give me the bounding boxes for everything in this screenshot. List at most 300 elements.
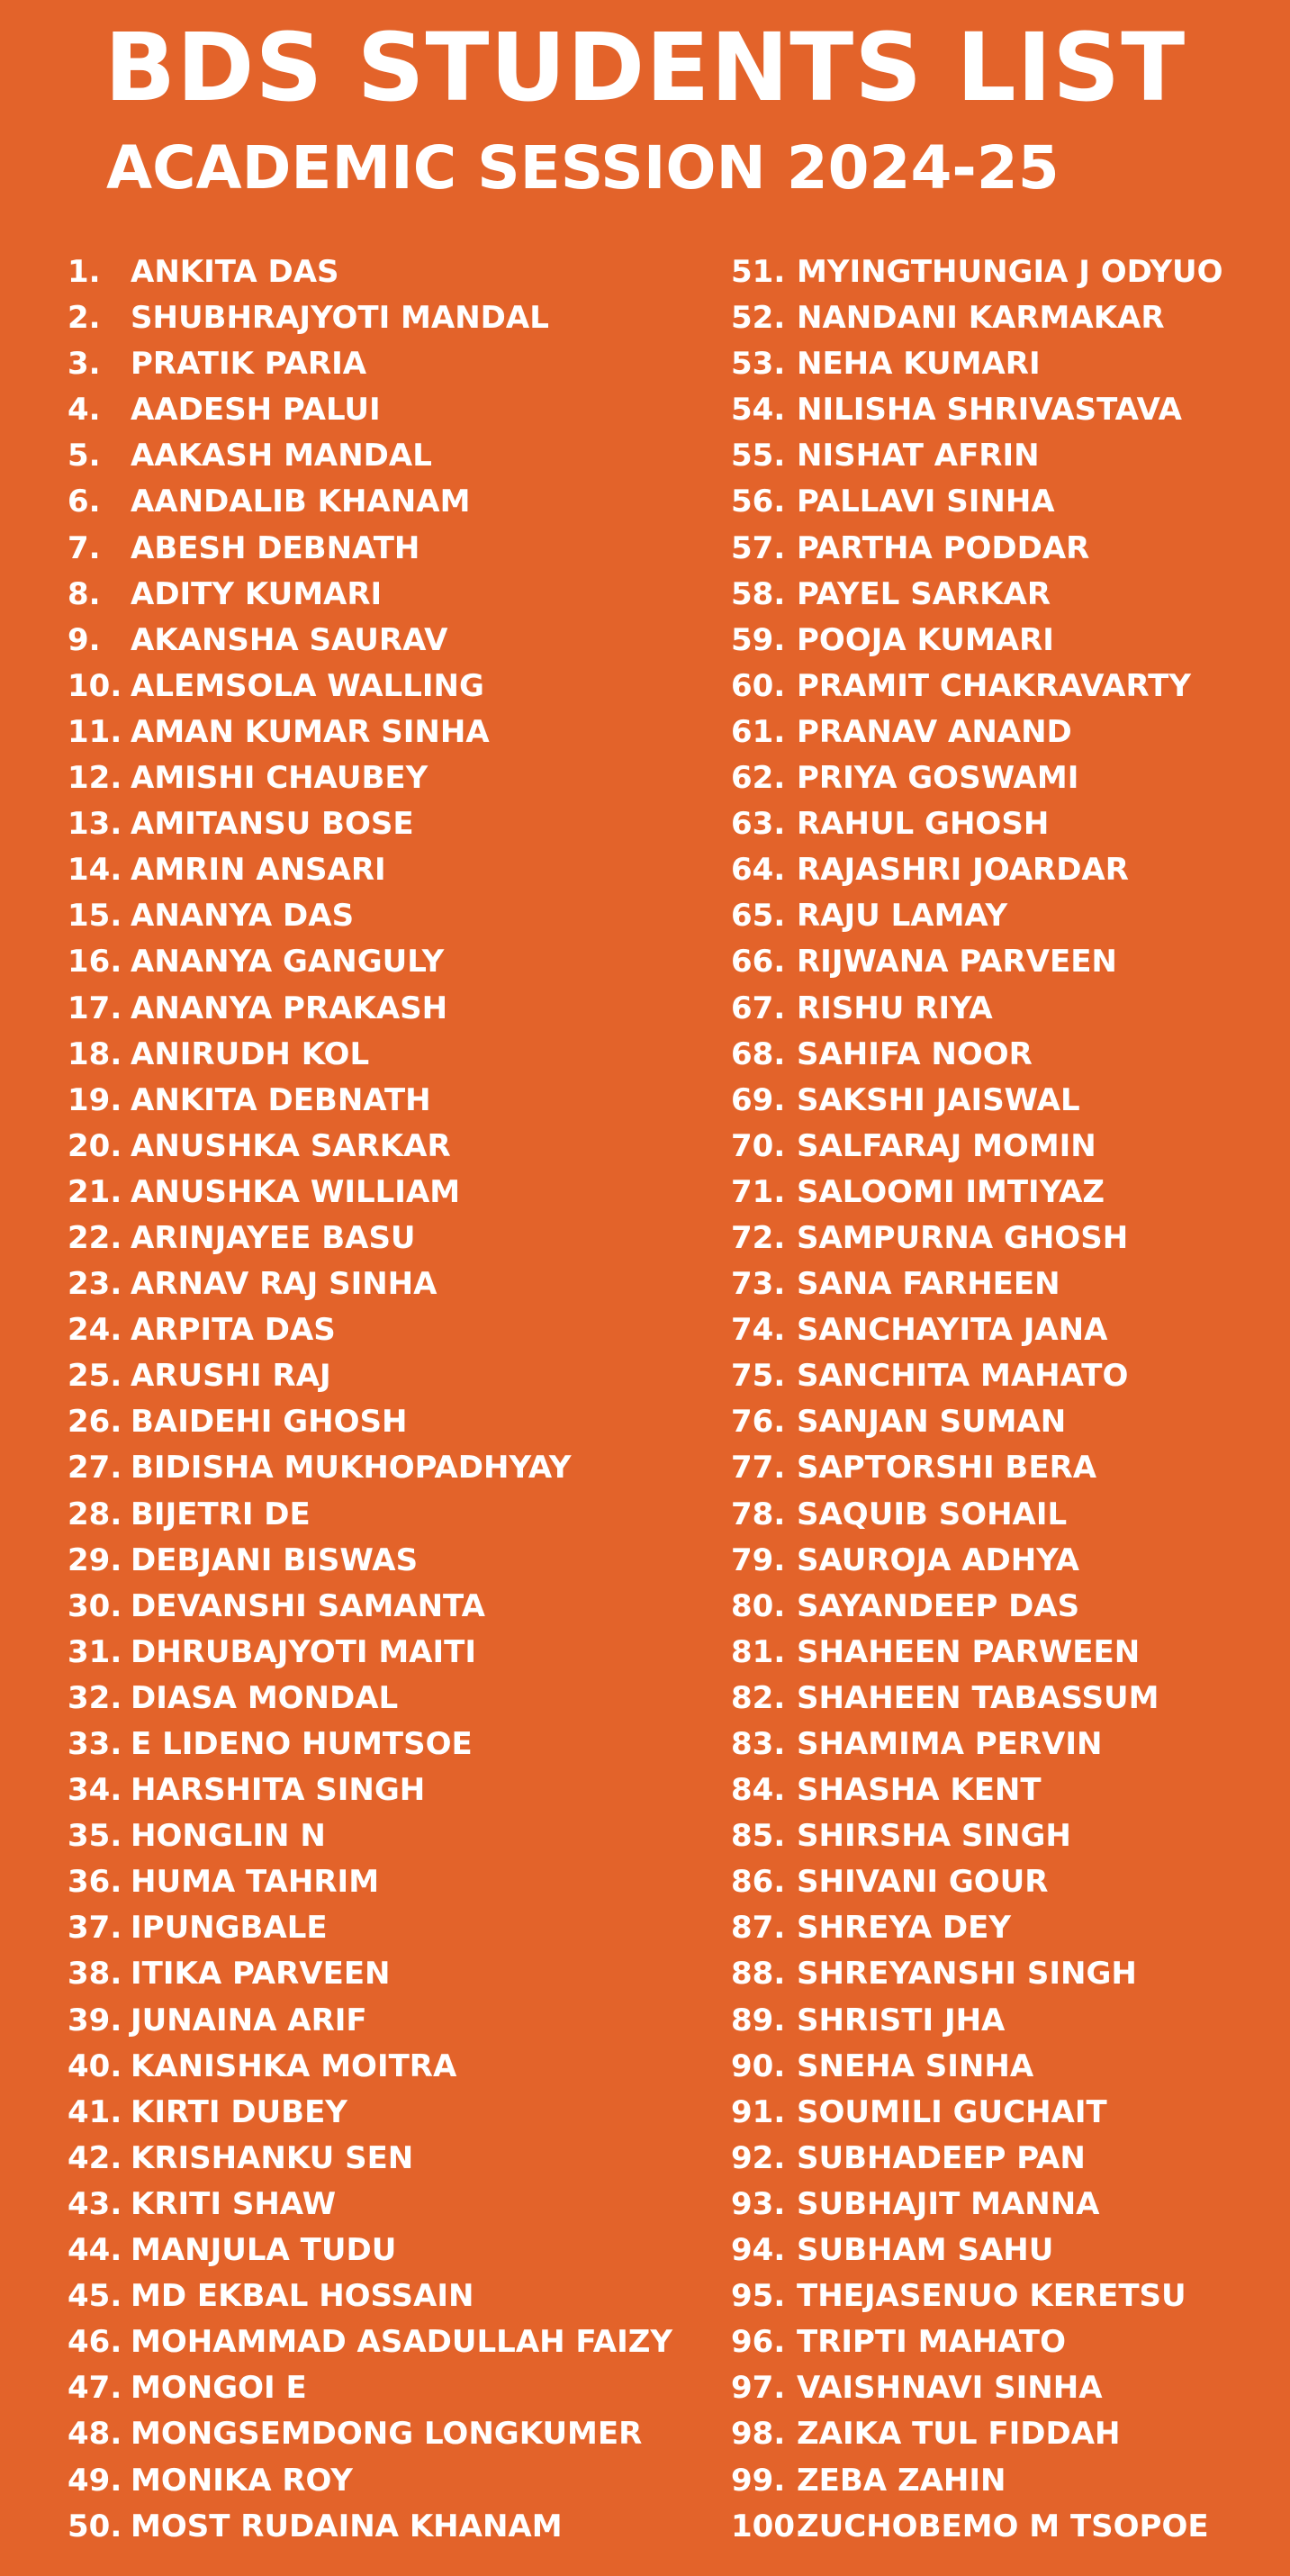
student-number: 84. [731, 1772, 786, 1809]
student-name: SANCHITA MAHATO [797, 1358, 1129, 1395]
list-item [731, 1032, 1223, 1078]
student-name: TRIPTI MAHATO [797, 2324, 1066, 2361]
student-name: SAQUIB SOHAIL [797, 1496, 1068, 1532]
student-name: VAISHNAVI SINHA [797, 2370, 1103, 2407]
list-item [731, 1261, 1223, 1307]
student-number: 34. [68, 1772, 122, 1809]
student-number: 53. [731, 346, 786, 383]
student-number: 66. [731, 944, 786, 981]
list-item [731, 1307, 1223, 1353]
student-name: POOJA KUMARI [797, 621, 1054, 658]
list-item [68, 1216, 672, 1261]
list-item [731, 249, 1223, 295]
student-name: MYINGTHUNGIA J ODYUO [797, 254, 1223, 290]
student-number: 93. [731, 2185, 786, 2222]
student-number: 33. [68, 1726, 122, 1762]
list-item [68, 1859, 672, 1905]
student-number: 68. [731, 1035, 786, 1072]
student-name: SHREYANSHI SINGH [797, 1956, 1137, 1993]
student-number: 74. [731, 1312, 786, 1349]
student-number: 5. [68, 438, 101, 475]
student-number: 28. [68, 1496, 122, 1532]
student-name: HONGLIN N [131, 1818, 326, 1855]
student-number: 43. [68, 2185, 122, 2222]
student-name: BIJETRI DE [131, 1496, 311, 1532]
student-number: 59. [731, 621, 786, 658]
student-number: 63. [731, 806, 786, 843]
student-name: ANIRUDH KOL [131, 1035, 370, 1072]
student-number: 41. [68, 2093, 122, 2130]
student-number: 71. [731, 1173, 786, 1210]
list-item [731, 893, 1223, 939]
student-name: KRITI SHAW [131, 2185, 337, 2222]
student-name: RAHUL GHOSH [797, 806, 1050, 843]
student-number: 88. [731, 1956, 786, 1993]
list-item [68, 664, 672, 710]
student-number: 37. [68, 1910, 122, 1947]
list-item [731, 618, 1223, 664]
student-number: 54. [731, 392, 786, 429]
student-name: ANUSHKA WILLIAM [131, 1173, 461, 1210]
student-name: SHASHA KENT [797, 1772, 1042, 1809]
student-name: E LIDENO HUMTSOE [131, 1726, 473, 1762]
list-item [731, 1124, 1223, 1170]
student-number: 81. [731, 1633, 786, 1670]
student-number: 7. [68, 529, 101, 566]
student-number: 92. [731, 2139, 786, 2176]
list-item [731, 387, 1223, 433]
student-number: 58. [731, 575, 786, 612]
student-name: PRAMIT CHAKRAVARTY [797, 667, 1191, 704]
list-item [68, 572, 672, 618]
student-number: 79. [731, 1541, 786, 1578]
page-subtitle: ACADEMIC SESSION 2024-25 [106, 133, 1060, 203]
list-item [68, 2182, 672, 2228]
student-name: THEJASENUO KERETSU [797, 2278, 1186, 2315]
student-name: SAMPURNA GHOSH [797, 1219, 1129, 1256]
student-number: 85. [731, 1818, 786, 1855]
student-name: AMITANSU BOSE [131, 806, 414, 843]
student-name: SAUROJA ADHYA [797, 1541, 1079, 1578]
student-number: 64. [731, 852, 786, 889]
student-number: 13. [68, 806, 122, 843]
list-item [731, 433, 1223, 479]
student-name: SHRISTI JHA [797, 2002, 1006, 2038]
student-name: RISHU RIYA [797, 990, 993, 1026]
list-item [731, 1813, 1223, 1859]
student-name: MD EKBAL HOSSAIN [131, 2278, 474, 2315]
student-number: 11. [68, 713, 122, 750]
list-item [68, 1905, 672, 1951]
student-number: 76. [731, 1404, 786, 1441]
student-number: 47. [68, 2370, 122, 2407]
student-number: 70. [731, 1127, 786, 1164]
student-number: 8. [68, 575, 101, 612]
student-number: 29. [68, 1541, 122, 1578]
student-name: ANUSHKA SARKAR [131, 1127, 451, 1164]
student-name: AANDALIB KHANAM [131, 484, 471, 520]
student-name: ANKITA DEBNATH [131, 1081, 431, 1118]
list-item [68, 2273, 672, 2319]
student-name: ITIKA PARVEEN [131, 1956, 391, 1993]
student-name: AAKASH MANDAL [131, 438, 432, 475]
list-item [731, 664, 1223, 710]
list-item [731, 1676, 1223, 1722]
student-number: 19. [68, 1081, 122, 1118]
student-number: 14. [68, 852, 122, 889]
student-number: 73. [731, 1266, 786, 1303]
list-item [68, 1584, 672, 1630]
list-item [68, 249, 672, 295]
list-item [68, 341, 672, 387]
student-number: 50. [68, 2508, 122, 2544]
list-item [731, 1905, 1223, 1951]
student-number: 4. [68, 392, 101, 429]
student-number: 31. [68, 1633, 122, 1670]
student-list-right-column [731, 249, 1223, 2550]
student-number: 22. [68, 1219, 122, 1256]
list-item [731, 1353, 1223, 1399]
student-number: 80. [731, 1587, 786, 1624]
student-name: AADESH PALUI [131, 392, 381, 429]
list-item [68, 1399, 672, 1445]
list-item [731, 1538, 1223, 1584]
student-number: 61. [731, 713, 786, 750]
student-name: PRIYA GOSWAMI [797, 760, 1079, 797]
list-item [68, 1722, 672, 1767]
student-number: 90. [731, 2047, 786, 2084]
student-name: SHUBHRAJYOTI MANDAL [131, 300, 549, 337]
student-name: AKANSHA SAURAV [131, 621, 448, 658]
student-name: AMISHI CHAUBEY [131, 760, 428, 797]
student-name: ZAIKA TUL FIDDAH [797, 2416, 1121, 2453]
student-number: 49. [68, 2462, 122, 2499]
student-name: PRANAV ANAND [797, 713, 1072, 750]
student-number: 40. [68, 2047, 122, 2084]
student-number: 75. [731, 1358, 786, 1395]
student-name: SAYANDEEP DAS [797, 1587, 1080, 1624]
list-item [68, 893, 672, 939]
list-item [68, 387, 672, 433]
student-name: ADITY KUMARI [131, 575, 383, 612]
student-number: 89. [731, 2002, 786, 2038]
student-number: 36. [68, 1864, 122, 1901]
student-name: RIJWANA PARVEEN [797, 944, 1117, 981]
student-name: SOUMILI GUCHAIT [797, 2093, 1107, 2130]
list-item [68, 1170, 672, 1216]
student-name: ARNAV RAJ SINHA [131, 1266, 438, 1303]
list-item [731, 1722, 1223, 1767]
student-number: 45. [68, 2278, 122, 2315]
student-name: DHRUBAJYOTI MAITI [131, 1633, 476, 1670]
list-item [68, 2044, 672, 2090]
student-name: AMRIN ANSARI [131, 852, 386, 889]
student-number: 38. [68, 1956, 122, 1993]
student-name: ANANYA PRAKASH [131, 990, 448, 1026]
list-item [68, 986, 672, 1032]
student-name: SAKSHI JAISWAL [797, 1081, 1080, 1118]
student-name: ZEBA ZAHIN [797, 2462, 1006, 2499]
student-list-left-column [68, 249, 672, 2550]
list-item [68, 2365, 672, 2411]
student-number: 60. [731, 667, 786, 704]
student-number: 82. [731, 1679, 786, 1716]
list-item [68, 1538, 672, 1584]
student-number: 25. [68, 1358, 122, 1395]
list-item [68, 801, 672, 847]
student-number: 2. [68, 300, 101, 337]
student-name: SHAHEEN PARWEEN [797, 1633, 1141, 1670]
list-item [68, 1951, 672, 1997]
student-name: IPUNGBALE [131, 1910, 328, 1947]
list-item [68, 2458, 672, 2504]
student-number: 62. [731, 760, 786, 797]
list-item [731, 572, 1223, 618]
student-name: MOHAMMAD ASADULLAH FAIZY [131, 2324, 672, 2361]
student-name: ARPITA DAS [131, 1312, 336, 1349]
list-item [731, 341, 1223, 387]
list-item [68, 2411, 672, 2457]
student-number: 6. [68, 484, 101, 520]
list-item [731, 1216, 1223, 1261]
student-name: SAHIFA NOOR [797, 1035, 1033, 1072]
student-name: ANKITA DAS [131, 254, 339, 290]
list-item [731, 1951, 1223, 1997]
student-name: ABESH DEBNATH [131, 529, 420, 566]
student-name: NEHA KUMARI [797, 346, 1041, 383]
student-number: 9. [68, 621, 101, 658]
student-name: SANA FARHEEN [797, 1266, 1060, 1303]
student-number: 42. [68, 2139, 122, 2176]
list-item [731, 1078, 1223, 1124]
list-item [68, 710, 672, 755]
student-name: KRISHANKU SEN [131, 2139, 414, 2176]
list-item [68, 1998, 672, 2044]
student-number: 77. [731, 1450, 786, 1487]
student-name: SHREYA DEY [797, 1910, 1011, 1947]
student-number: 52. [731, 300, 786, 337]
page-title: BDS STUDENTS LIST [104, 13, 1186, 122]
student-name: SALFARAJ MOMIN [797, 1127, 1096, 1164]
student-number: 95. [731, 2278, 786, 2315]
list-item [68, 1078, 672, 1124]
student-name: BAIDEHI GHOSH [131, 1404, 408, 1441]
student-name: PALLAVI SINHA [797, 484, 1055, 520]
student-name: ANANYA GANGULY [131, 944, 445, 981]
student-number: 99. [731, 2462, 786, 2499]
student-number: 24. [68, 1312, 122, 1349]
student-number: 18. [68, 1035, 122, 1072]
list-item [731, 801, 1223, 847]
list-item [731, 1767, 1223, 1813]
student-number: 55. [731, 438, 786, 475]
list-item [731, 1492, 1223, 1538]
list-item [731, 847, 1223, 893]
student-number: 72. [731, 1219, 786, 1256]
list-item [731, 2319, 1223, 2365]
list-item [68, 433, 672, 479]
student-name: PARTHA PODDAR [797, 529, 1090, 566]
list-item [731, 939, 1223, 985]
list-item [68, 2228, 672, 2273]
list-item [731, 2273, 1223, 2319]
list-item [68, 1032, 672, 1078]
student-number: 65. [731, 898, 786, 935]
list-item [68, 1767, 672, 1813]
student-number: 69. [731, 1081, 786, 1118]
list-item [731, 1399, 1223, 1445]
student-number: 39. [68, 2002, 122, 2038]
student-name: NILISHA SHRIVASTAVA [797, 392, 1182, 429]
student-number: 96. [731, 2324, 786, 2361]
student-name: RAJASHRI JOARDAR [797, 852, 1129, 889]
student-number: 17. [68, 990, 122, 1026]
student-name: SUBHAM SAHU [797, 2232, 1054, 2269]
student-name: SHAHEEN TABASSUM [797, 1679, 1159, 1716]
student-number: 20. [68, 1127, 122, 1164]
student-name: BIDISHA MUKHOPADHYAY [131, 1450, 572, 1487]
student-name: KANISHKA MOITRA [131, 2047, 457, 2084]
list-item [731, 526, 1223, 572]
student-number: 86. [731, 1864, 786, 1901]
list-item [731, 1630, 1223, 1676]
list-item [68, 1307, 672, 1353]
student-number: 21. [68, 1173, 122, 1210]
student-name: SUBHAJIT MANNA [797, 2185, 1100, 2222]
student-name: DEBJANI BISWAS [131, 1541, 419, 1578]
student-name: NISHAT AFRIN [797, 438, 1040, 475]
student-name: ZUCHOBEMO M TSOPOE [797, 2508, 1209, 2544]
student-number: 30. [68, 1587, 122, 1624]
list-item [68, 755, 672, 801]
list-item [68, 479, 672, 525]
student-name: SHIRSHA SINGH [797, 1818, 1071, 1855]
student-name: SALOOMI IMTIYAZ [797, 1173, 1105, 1210]
student-number: 100. [731, 2508, 807, 2544]
student-number: 48. [68, 2416, 122, 2453]
student-number: 98. [731, 2416, 786, 2453]
student-name: HUMA TAHRIM [131, 1864, 380, 1901]
student-number: 87. [731, 1910, 786, 1947]
student-number: 44. [68, 2232, 122, 2269]
student-name: DEVANSHI SAMANTA [131, 1587, 485, 1624]
student-name: SHIVANI GOUR [797, 1864, 1049, 1901]
student-name: MONGSEMDONG LONGKUMER [131, 2416, 643, 2453]
student-number: 91. [731, 2093, 786, 2130]
list-item [731, 755, 1223, 801]
student-name: DIASA MONDAL [131, 1679, 399, 1716]
list-item [68, 2136, 672, 2182]
student-number: 78. [731, 1496, 786, 1532]
student-number: 27. [68, 1450, 122, 1487]
list-item [731, 2090, 1223, 2136]
list-item [68, 618, 672, 664]
list-item [731, 2504, 1223, 2550]
student-number: 26. [68, 1404, 122, 1441]
student-number: 12. [68, 760, 122, 797]
list-item [68, 295, 672, 341]
list-item [731, 1445, 1223, 1491]
student-name: AMAN KUMAR SINHA [131, 713, 490, 750]
list-item [68, 2504, 672, 2550]
student-name: SANCHAYITA JANA [797, 1312, 1108, 1349]
list-item [731, 986, 1223, 1032]
student-name: JUNAINA ARIF [131, 2002, 367, 2038]
list-item [68, 2090, 672, 2136]
list-item [68, 939, 672, 985]
student-number: 15. [68, 898, 122, 935]
list-item [731, 2044, 1223, 2090]
student-number: 67. [731, 990, 786, 1026]
list-item [68, 1261, 672, 1307]
student-name: SNEHA SINHA [797, 2047, 1034, 2084]
student-number: 56. [731, 484, 786, 520]
list-item [731, 479, 1223, 525]
list-item [68, 1124, 672, 1170]
list-item [731, 295, 1223, 341]
list-item [731, 1859, 1223, 1905]
student-number: 94. [731, 2232, 786, 2269]
list-item [68, 1492, 672, 1538]
list-item [731, 710, 1223, 755]
list-item [731, 2228, 1223, 2273]
list-item [731, 1584, 1223, 1630]
list-item [731, 2365, 1223, 2411]
list-item [68, 1630, 672, 1676]
list-item [731, 2182, 1223, 2228]
student-number: 51. [731, 254, 786, 290]
student-number: 83. [731, 1726, 786, 1762]
list-item [731, 1998, 1223, 2044]
student-number: 16. [68, 944, 122, 981]
list-item [68, 1353, 672, 1399]
student-name: KIRTI DUBEY [131, 2093, 347, 2130]
student-name: MANJULA TUDU [131, 2232, 397, 2269]
list-item [68, 1813, 672, 1859]
list-item [731, 2411, 1223, 2457]
student-number: 35. [68, 1818, 122, 1855]
student-name: ALEMSOLA WALLING [131, 667, 484, 704]
student-number: 46. [68, 2324, 122, 2361]
student-number: 97. [731, 2370, 786, 2407]
student-number: 57. [731, 529, 786, 566]
student-name: MONIKA ROY [131, 2462, 353, 2499]
list-item [68, 1445, 672, 1491]
student-name: MONGOI E [131, 2370, 307, 2407]
student-name: NANDANI KARMAKAR [797, 300, 1165, 337]
student-name: PRATIK PARIA [131, 346, 367, 383]
list-item [68, 2319, 672, 2365]
student-name: SUBHADEEP PAN [797, 2139, 1086, 2176]
student-name: PAYEL SARKAR [797, 575, 1051, 612]
student-name: HARSHITA SINGH [131, 1772, 426, 1809]
student-number: 10. [68, 667, 122, 704]
student-number: 1. [68, 254, 101, 290]
student-number: 32. [68, 1679, 122, 1716]
student-name: RAJU LAMAY [797, 898, 1008, 935]
list-item [731, 2458, 1223, 2504]
student-name: ARUSHI RAJ [131, 1358, 331, 1395]
list-item [731, 1170, 1223, 1216]
student-name: SAPTORSHI BERA [797, 1450, 1097, 1487]
list-item [68, 526, 672, 572]
student-number: 23. [68, 1266, 122, 1303]
student-number: 3. [68, 346, 101, 383]
student-name: SHAMIMA PERVIN [797, 1726, 1103, 1762]
list-item [731, 2136, 1223, 2182]
list-item [68, 1676, 672, 1722]
student-name: ARINJAYEE BASU [131, 1219, 416, 1256]
